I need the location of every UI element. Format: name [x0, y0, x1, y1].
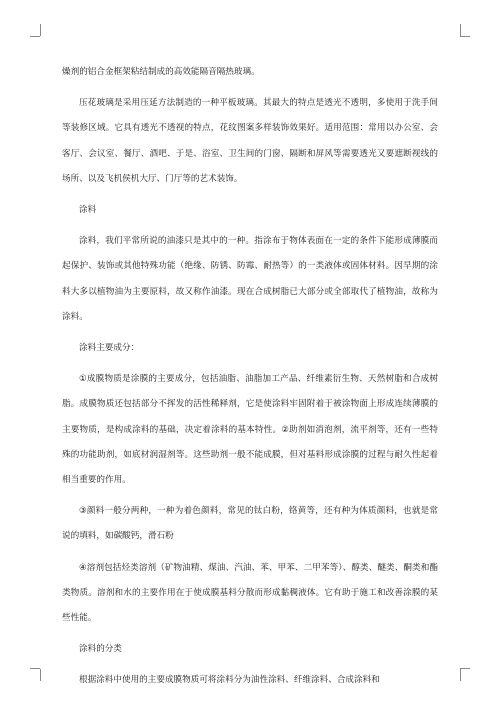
- crop-mark-bottom-right-v: [460, 669, 461, 681]
- paragraph: ④溶剂包括烃类溶剂（矿物油精、煤油、汽油、苯、甲苯、二甲苯等）、醇类、醚类、酮类和酯类物质。溶剂和水的主要作用在于使成膜基料分散而形成黏稠液体。它有助于施工和改善涂膜的某些性能。: [62, 562, 438, 624]
- crop-mark-top-right-h: [460, 36, 470, 37]
- section-heading: 涂料主要成分：: [79, 343, 140, 354]
- paragraph: 燥剂的铝合金框架粘结制成的高效能隔音隔热玻璃。: [62, 67, 260, 77]
- crop-mark-top-right-v: [460, 24, 461, 36]
- paragraph: ③颜料一般分两种，一种为着色颜料，常见的钛白粉，铬黄等，还有种为体质颜料，也就是常说的填料，如碳酸钙，滑石粉: [62, 506, 438, 542]
- paragraph: 涂料，我们平常所说的油漆只是其中的一种。指涂布于物体表面在一定的条件下能形成薄膜而起保护、装饰或其他特殊功能（绝缘、防锈、防霉、耐热等）的一类液体或固体材料。因早期的涂料大多以植物油为主要原料，故又称作油漆。现在合成树脂已大部分或全部取代了植物油，故称为涂料。: [62, 236, 438, 322]
- paragraph: 压花玻璃是采用压延方法制造的一种平板玻璃。其最大的特点是透光不透明，多使用于洗手间等装修区域。它具有透光不透视的特点，花纹图案多样装饰效果好。适用范围：常用以办公室、会客厅、会议室、餐厅、酒吧、于是、浴室、卫生间的门窗、隔断和屏风等需要透光又要遮断视线的场所、以及飞机侯机大厅、门厅等的艺术装饰。: [62, 98, 438, 184]
- section-heading: 涂料的分类: [79, 644, 122, 655]
- crop-mark-bottom-left-v: [40, 669, 41, 681]
- crop-mark-bottom-right-h: [460, 668, 470, 669]
- section-heading: 涂料: [79, 205, 97, 216]
- paragraph: 根据涂料中使用的主要成膜物质可将涂料分为油性涂料、纤维涂料、合成涂料和: [79, 675, 380, 686]
- crop-mark-top-left-h: [30, 36, 40, 37]
- crop-mark-bottom-left-h: [30, 668, 40, 669]
- crop-mark-top-left-v: [40, 24, 41, 36]
- document-body: [62, 60, 438, 700]
- paragraph: ①成膜物质是涂膜的主要成分，包括油脂、油脂加工产品、纤维素衍生物、天然树脂和合成树脂。成膜物质还包括部分不挥发的活性稀释剂，它是使涂料牢固附着于被涂物面上形成连续薄膜的主要物质，是构成涂料的基础，决定着涂料的基本特性。②助剂如消泡剂，流平剂等，还有一些特殊的功能助剂，如底材润湿剂等。这些助剂一般不能成膜，但对基料形成涂膜的过程与耐久性起着相当重要的作用。: [62, 374, 438, 486]
